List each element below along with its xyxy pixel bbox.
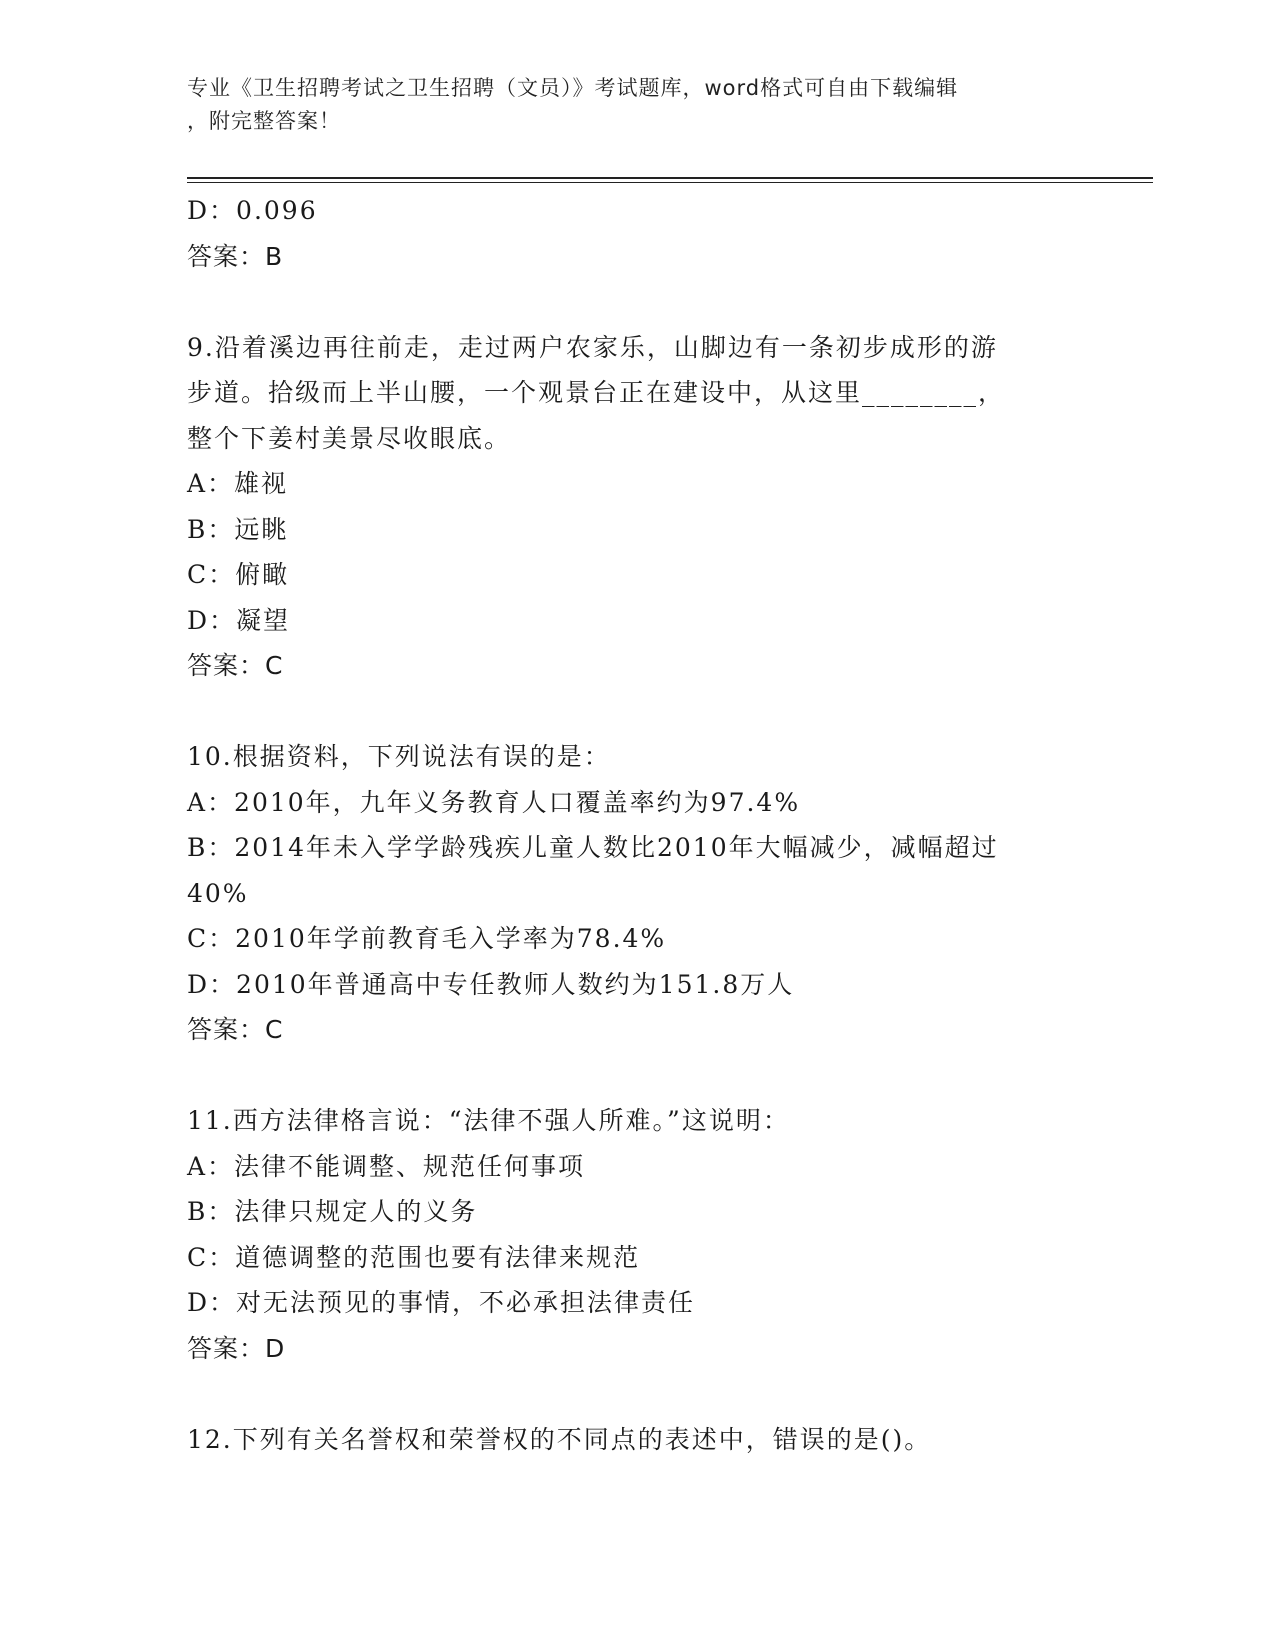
option-a: A：法律不能调整、规范任何事项 [187, 1151, 586, 1181]
question-stem-line: 整个下姜村美景尽收眼底。 [187, 423, 512, 453]
question-10 [187, 734, 1067, 1053]
previous-question-tail [187, 188, 1067, 279]
question-12 [187, 1417, 1067, 1463]
spacer [187, 279, 1067, 325]
question-stem-line: 11.西方法律格言说：“法律不强人所难。”这说明： [187, 1106, 790, 1135]
answer-line: 答案：C [187, 651, 284, 680]
option-c: C：2010年学前教育毛入学率为78.4% [187, 924, 667, 953]
header-line-1: 专业《卫生招聘考试之卫生招聘（文员）》考试题库，word格式可自由下载编辑 [187, 76, 959, 100]
header-rule-thick [187, 177, 1153, 179]
header-line-2: ，附完整答案！ [187, 109, 341, 133]
option-a: A：雄视 [187, 469, 289, 498]
option-b: B：法律只规定人的义务 [187, 1197, 478, 1226]
option-b: B：远眺 [187, 514, 289, 544]
question-stem-line: 9.沿着溪边再往前走，走过两户农家乐，山脚边有一条初步成形的游 [187, 332, 998, 362]
option-a: A：2010年，九年义务教育人口覆盖率约为97.4% [187, 787, 801, 817]
question-stem-line: 步道。拾级而上半山腰，一个观景台正在建设中，从这里________， [187, 378, 1006, 407]
question-11 [187, 1098, 1067, 1371]
spacer [187, 1053, 1067, 1099]
option-b-continued: 40% [187, 878, 249, 908]
header-rule-thin [187, 182, 1153, 183]
document-body [187, 188, 1067, 1462]
option-d: D：0.096 [187, 196, 318, 225]
spacer [187, 689, 1067, 735]
option-d: D：对无法预见的事情，不必承担法律责任 [187, 1288, 696, 1317]
answer-line: 答案：B [187, 241, 284, 271]
answer-line: 答案：D [187, 1333, 286, 1363]
option-b: B：2014年未入学学龄残疾儿童人数比2010年大幅减少，减幅超过 [187, 833, 999, 862]
option-c: C：道德调整的范围也要有法律来规范 [187, 1242, 641, 1272]
question-stem-line: 10.根据资料，下列说法有误的是： [187, 742, 611, 771]
answer-line: 答案：C [187, 1015, 284, 1044]
option-d: D：2010年普通高中专任教师人数约为151.8万人 [187, 969, 795, 999]
question-stem-line: 12.下列有关名誉权和荣誉权的不同点的表述中，错误的是()。 [187, 1424, 932, 1454]
spacer [187, 1371, 1067, 1417]
document-header [187, 72, 1067, 138]
question-9 [187, 325, 1067, 689]
option-d: D：凝望 [187, 605, 291, 635]
option-c: C：俯瞰 [187, 560, 290, 589]
